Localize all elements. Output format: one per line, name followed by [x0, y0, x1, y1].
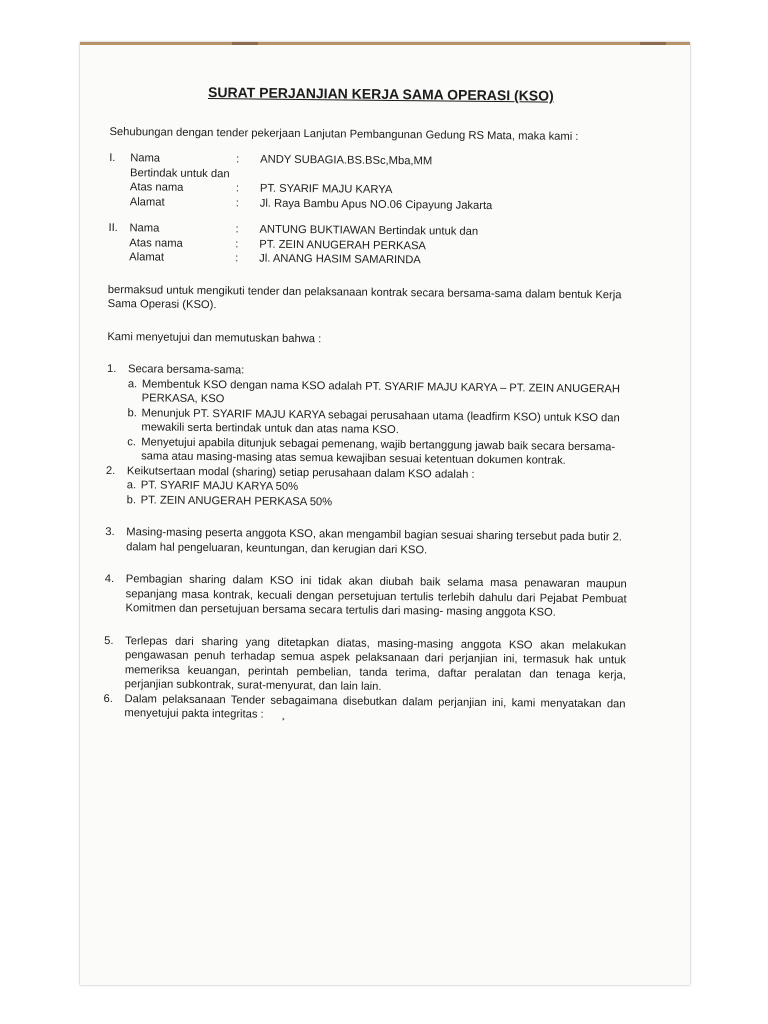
- intro-text: Sehubungan dengan tender pekerjaan Lanjutan Pembangunan Gedung RS Mata, maka kami :: [109, 125, 579, 143]
- clause-text: Terlepas dari sharing yang ditetapkan diatas, masing-masing anggota KSO akan melakukan pengawasan penuh terhadap semua aspek pelaksanaan dari perjanjian ini, termasuk hak untuk memeriksa keuangan, perintah pembelian, tanda terima, daftar peralatan dan tenaga kerja, perjanjian subkontrak, surat-menyurat, dan lain lain.: [124, 634, 627, 693]
- clause-number: 3.: [105, 525, 115, 539]
- field-colon: :: [235, 182, 240, 195]
- sub-clause-letter: b.: [126, 493, 137, 506]
- field-label: Nama: [129, 222, 160, 235]
- field-label: Nama: [130, 152, 161, 165]
- field-label: Atas nama: [129, 181, 184, 194]
- field-value: ANDY SUBAGIA.BS.BSc,Mba,MM: [260, 153, 433, 168]
- field-value: ANTUNG BUKTIAWAN Bertindak untuk dan: [259, 223, 479, 238]
- paper-clip-mark: [640, 42, 666, 45]
- sub-clause-text: PT. ZEIN ANUGERAH PERKASA 50%: [140, 493, 333, 508]
- field-value: PT. ZEIN ANUGERAH PERKASA: [259, 238, 426, 252]
- purpose-paragraph: bermaksud untuk mengikuti tender dan pelaksanaan kontrak secara bersama-sama dalam bentuk Kerja Sama Operasi (KSO).: [107, 283, 622, 312]
- sub-clause-text: Menyetujui apabila ditunjuk sebagai pemenang, wajib bertanggung jawab baik secara bersama-sama atau masing-masing atas semua kewajiban sesuai ketentuan dokumen kontrak.: [141, 435, 616, 467]
- clause-text: Keikutsertaan modal (sharing) setiap perusahaan dalam KSO adalah :: [126, 464, 475, 481]
- field-label: Atas nama: [129, 236, 183, 250]
- sub-clause-letter: a.: [127, 377, 138, 390]
- clause-number: 4.: [104, 572, 115, 586]
- sub-clause-letter: b.: [127, 406, 137, 419]
- field-colon: :: [235, 196, 239, 209]
- clause-text: Masing-masing peserta anggota KSO, akan mengambil bagian sesuai sharing tersebut pada butir 2. dalam hal pengeluaran, keuntungan, dan kerugian dari KSO.: [126, 526, 622, 556]
- field-colon: :: [235, 237, 239, 250]
- field-colon: [236, 167, 260, 182]
- clause-text: Secara bersama-sama:: [127, 363, 245, 377]
- agreement-intro: Kami menyetujui dan memutuskan bahwa :: [107, 330, 322, 345]
- sub-clause-letter: c.: [127, 435, 137, 448]
- field-label: Bertindak untuk dan: [130, 166, 230, 180]
- sub-clause-text: Menunjuk PT. SYARIF MAJU KARYA sebagai perusahaan utama (leadfirm KSO) untuk KSO dan mewakili serta bertindak untuk dan atas nama KSO.: [141, 406, 620, 437]
- clause-item: [106, 463, 628, 512]
- sub-clause-text: Membentuk KSO dengan nama KSO adalah PT. SYARIF MAJU KARYA – PT. ZEIN ANUGERAH PERKASA, KSO: [141, 377, 621, 406]
- clause-item: [105, 525, 627, 559]
- field-colon: :: [236, 153, 240, 166]
- sub-clause-letter: a.: [126, 479, 137, 492]
- field-value: Jl. Raya Bambu Apus NO.06 Cipayung Jakarta: [259, 197, 493, 212]
- clause-item: [103, 691, 625, 725]
- field-value: Jl. ANANG HASIM SAMARINDA: [259, 252, 421, 267]
- party-two: [108, 221, 630, 270]
- clause-number: 6.: [103, 692, 113, 705]
- field-colon: :: [235, 252, 239, 265]
- clause-number: 1.: [106, 362, 117, 376]
- clause-text: Pembagian sharing dalam KSO ini tidak akan diubah baik selama masa penawaran maupun sepanjang masa kontrak, kecuali dengan persetujuan tertulis terlebih dahulu dari Pejabat Pembuat Komitmen dan persetujuan bersama secara tertulis dari masing- masing anggota KSO.: [125, 573, 627, 619]
- clause-item: [106, 362, 629, 469]
- field-value: PT. SYARIF MAJU KARYA: [259, 182, 393, 196]
- clause-text: Dalam pelaksanaan Tender sebagaimana disebutkan dalam perjanjian ini, kami menyatakan dan menyetujui pakta integritas :: [124, 692, 626, 721]
- party-number: I.: [109, 151, 116, 165]
- clause-number: 5.: [104, 634, 114, 647]
- document-body: [103, 84, 632, 726]
- clause-item: [104, 633, 627, 696]
- clause-item: [104, 572, 626, 621]
- document-title: SURAT PERJANJIAN KERJA SAMA OPERASI (KSO): [208, 84, 554, 104]
- sub-clause-text: PT. SYARIF MAJU KARYA 50%: [140, 479, 299, 493]
- party-one: [109, 151, 632, 214]
- paper-clip-mark: [232, 42, 258, 45]
- field-label: Alamat: [129, 195, 165, 209]
- field-label: Alamat: [129, 251, 165, 264]
- pen-mark: ¸: [281, 708, 286, 721]
- clause-number: 2.: [105, 464, 116, 477]
- field-colon: :: [235, 223, 239, 236]
- party-number: II.: [108, 221, 118, 235]
